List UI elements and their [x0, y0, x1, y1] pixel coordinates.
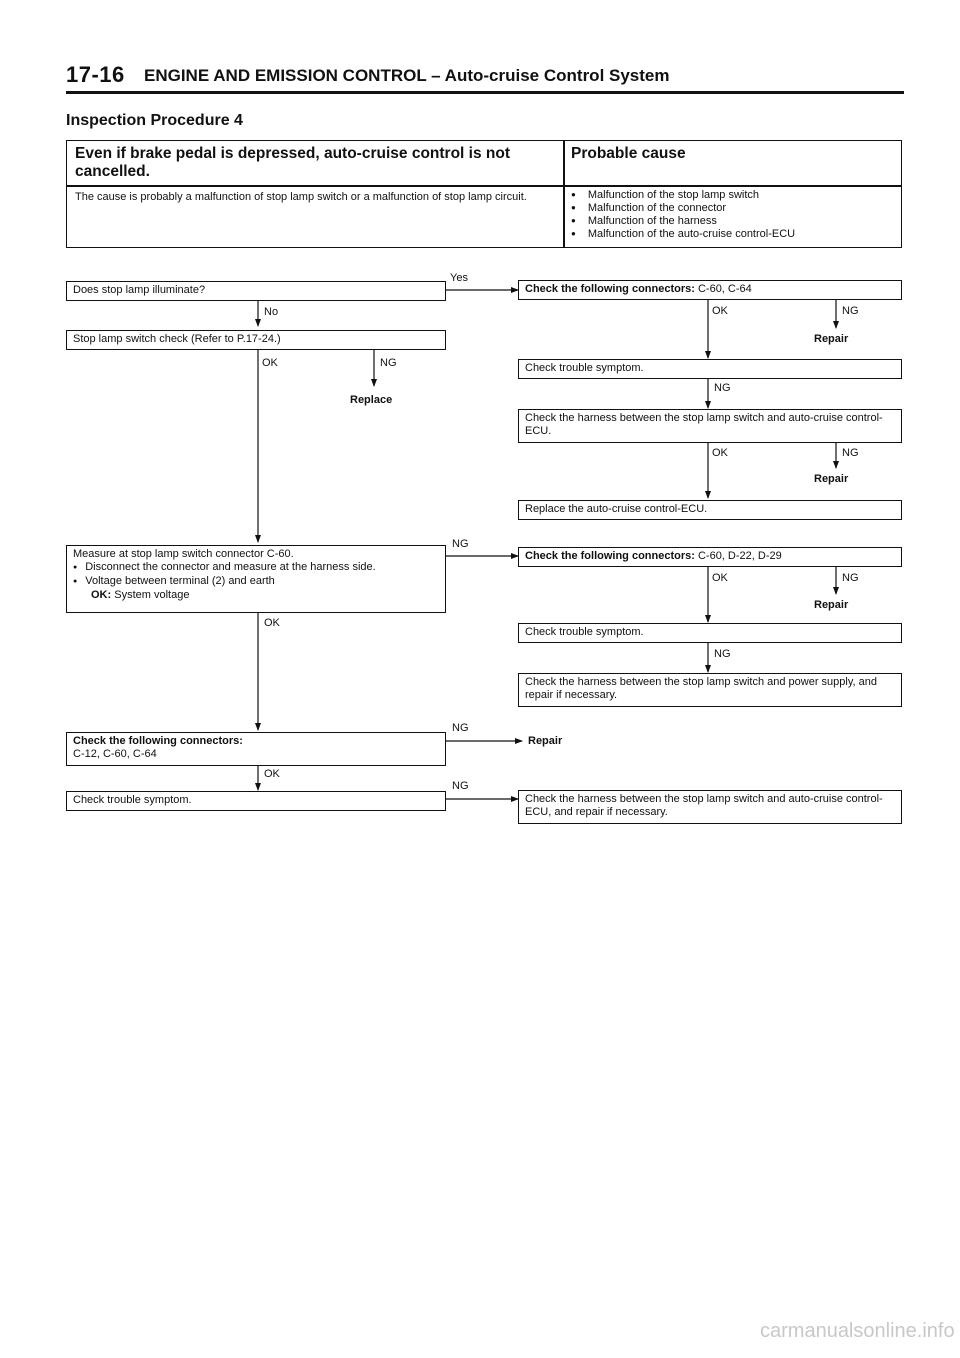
- connector-list: C-12, C-60, C-64: [73, 748, 157, 760]
- yes-label: Yes: [450, 272, 468, 284]
- replace-action: Replace: [350, 394, 393, 406]
- ng-label: NG: [842, 572, 859, 584]
- repair-action: Repair: [814, 599, 849, 611]
- procedure-title: Inspection Procedure 4: [66, 112, 243, 129]
- switch-check-step: Stop lamp switch check (Refer to P.17-24.): [66, 330, 446, 350]
- no-label: No: [264, 306, 279, 318]
- cause-description: The cause is probably a malfunction of stop lamp switch or a malfunction of stop lamp circuit.: [75, 191, 527, 203]
- stop-lamp-question: Does stop lamp illuminate?: [66, 281, 446, 301]
- ng-label: NG: [842, 447, 859, 459]
- repair-action: Repair: [814, 473, 849, 485]
- measure-title: Measure at stop lamp switch connector C-60.: [73, 548, 294, 560]
- cause-item: ● Malfunction of the connector: [571, 202, 795, 215]
- measure-ok: [73, 589, 439, 602]
- ng-label: NG: [714, 382, 731, 394]
- check-symptom-step: Check trouble symptom.: [518, 359, 902, 379]
- measure-ok-label: OK:: [91, 589, 112, 601]
- cause-header: Probable cause: [571, 145, 686, 162]
- ng-label: NG: [452, 780, 469, 792]
- check-symptom-step: Check trouble symptom.: [66, 791, 446, 811]
- check-connectors-step: [518, 547, 902, 567]
- measure-ok-value: System voltage: [114, 589, 190, 601]
- symptom-header: Even if brake pedal is depressed, auto-cruise control is not cancelled.: [75, 145, 510, 180]
- ng-label: NG: [842, 305, 859, 317]
- harness-power-step: Check the harness between the stop lamp switch and power supply, and repair if necessary.: [518, 673, 902, 707]
- cause-item: ● Malfunction of the auto-cruise control-ECU: [571, 228, 795, 241]
- section-title: ENGINE AND EMISSION CONTROL – Auto-cruise Control System: [144, 66, 670, 85]
- check-connectors-label: Check the following connectors:: [525, 283, 695, 295]
- replace-ecu-step: Replace the auto-cruise control-ECU.: [518, 500, 902, 520]
- ok-label: OK: [712, 447, 728, 459]
- check-connectors-label: Check the following connectors:: [73, 735, 243, 747]
- ok-label: OK: [712, 572, 728, 584]
- check-connectors-step: [66, 732, 446, 766]
- repair-action: Repair: [528, 735, 563, 747]
- measure-list: [73, 561, 439, 589]
- harness-ecu-repair-step: Check the harness between the stop lamp switch and auto-cruise control-ECU, and repair if necessary.: [518, 790, 902, 824]
- measure-item: ● Voltage between terminal (2) and earth: [73, 575, 439, 589]
- watermark: carmanualsonline.info: [760, 1320, 955, 1342]
- ok-label: OK: [712, 305, 728, 317]
- connector-list: C-60, D-22, D-29: [697, 550, 782, 562]
- cause-item: ● Malfunction of the stop lamp switch: [571, 189, 795, 202]
- ng-label: NG: [714, 648, 731, 660]
- cause-item: ● Malfunction of the harness: [571, 215, 795, 228]
- measure-item: ● Disconnect the connector and measure at the harness side.: [73, 561, 439, 575]
- check-connectors-label: Check the following connectors:: [525, 550, 695, 562]
- ng-label: NG: [380, 357, 397, 369]
- measure-step: [66, 545, 446, 613]
- ng-label: NG: [452, 538, 469, 550]
- ok-label: OK: [264, 617, 280, 629]
- connector-list: C-60, C-64: [697, 283, 752, 295]
- page-number: 17-16: [66, 62, 125, 87]
- repair-action: Repair: [814, 333, 849, 345]
- harness-ecu-step: Check the harness between the stop lamp switch and auto-cruise control-ECU.: [518, 409, 902, 443]
- check-connectors-step: [518, 280, 902, 300]
- ok-label: OK: [262, 357, 278, 369]
- ng-label: NG: [452, 722, 469, 734]
- ok-label: OK: [264, 768, 280, 780]
- check-symptom-step: Check trouble symptom.: [518, 623, 902, 643]
